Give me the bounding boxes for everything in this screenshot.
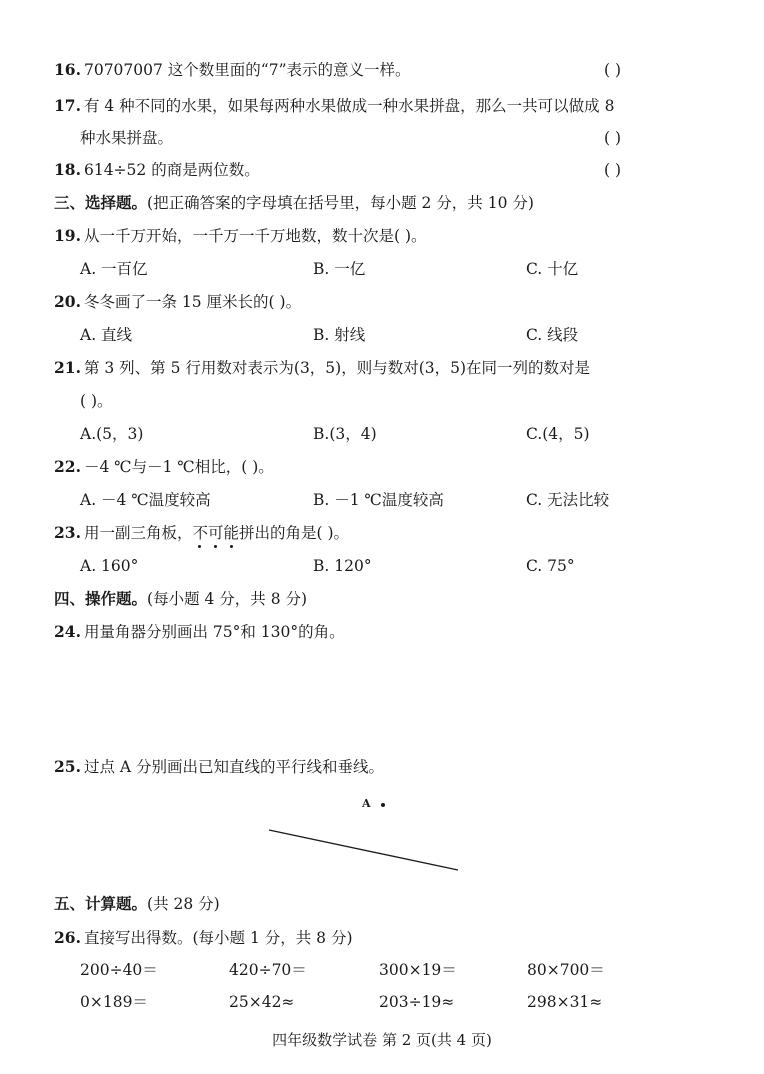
question-number: 26. (54, 928, 81, 947)
option-b[interactable]: B.(3，4) (313, 425, 377, 443)
question-number: 24. (54, 622, 81, 641)
section-note: (把正确答案的字母填在括号里，每小题 2 分，共 10 分) (147, 194, 534, 212)
option-c[interactable]: C. 75° (526, 557, 575, 575)
section-title: 五、计算题。 (54, 894, 148, 913)
given-line[interactable] (269, 830, 458, 870)
calc-item[interactable]: 300×19＝ (379, 961, 457, 979)
section-4-heading (54, 589, 307, 609)
question-text-pre: 用一副三角板， (83, 524, 193, 542)
emphasis-text (192, 523, 239, 543)
page-footer: 四年级数学试卷 第 2 页(共 4 页) (272, 1031, 492, 1049)
option-a[interactable]: A. 直线 (80, 326, 133, 344)
question-number: 16. (54, 60, 81, 79)
question-19 (54, 226, 427, 246)
option-c[interactable]: C. 无法比较 (526, 491, 610, 509)
question-text: 冬冬画了一条 15 厘米长的( )。 (83, 293, 302, 311)
section-title: 四、操作题。 (54, 589, 148, 608)
question-number: 20. (54, 292, 81, 311)
question-number: 18. (54, 160, 81, 179)
question-text-post: 拼出的角是( )。 (239, 524, 350, 542)
point-a-label: A (362, 797, 371, 810)
calc-item[interactable]: 200÷40＝ (80, 961, 158, 979)
section-3-heading (54, 193, 534, 213)
point-a[interactable] (381, 803, 385, 807)
option-a[interactable]: A. －4 ℃温度较高 (80, 491, 211, 509)
option-a[interactable]: A.(5，3) (80, 425, 144, 443)
section-note: (每小题 4 分，共 8 分) (147, 590, 308, 608)
question-21 (54, 358, 590, 378)
option-c[interactable]: C. 十亿 (526, 260, 579, 278)
question-text: 第 3 列、第 5 行用数对表示为(3，5)，则与数对(3，5)在同一列的数对是 (83, 359, 591, 377)
answer-paren[interactable]: ( ) (604, 129, 622, 147)
question-number: 23. (54, 523, 81, 542)
calc-item[interactable]: 298×31≈ (527, 993, 603, 1011)
question-25 (54, 757, 384, 777)
option-c[interactable]: C.(4，5) (526, 425, 590, 443)
option-a[interactable]: A. 一百亿 (80, 260, 148, 278)
answer-paren[interactable]: ( ) (604, 161, 622, 179)
calc-item[interactable]: 420÷70＝ (229, 961, 307, 979)
geometry-figure[interactable] (240, 790, 480, 880)
question-17-line2: 种水果拼盘。 (80, 129, 174, 147)
question-text: 用量角器分别画出 75°和 130°的角。 (83, 623, 345, 641)
question-number: 17. (54, 96, 81, 115)
question-text: 70707007 这个数里面的“7”表示的意义一样。 (83, 61, 411, 79)
question-18 (54, 160, 260, 180)
emphasis-dot (230, 545, 233, 548)
question-20 (54, 292, 301, 312)
calc-item[interactable]: 0×189＝ (80, 993, 148, 1011)
question-22 (54, 457, 274, 477)
emphasis-word: 不可能 (192, 524, 239, 542)
section-5-heading (54, 894, 220, 914)
question-text: 614÷52 的商是两位数。 (83, 161, 260, 179)
question-17 (54, 96, 614, 116)
option-a[interactable]: A. 160° (80, 557, 139, 575)
emphasis-dot (198, 545, 201, 548)
question-number: 19. (54, 226, 81, 245)
question-text: －4 ℃与－1 ℃相比，( )。 (83, 458, 274, 476)
question-number: 22. (54, 457, 81, 476)
question-text: 从一千万开始，一千万一千万地数，数十次是( )。 (83, 227, 427, 245)
calc-item[interactable]: 25×42≈ (229, 993, 295, 1011)
question-26 (54, 928, 353, 948)
option-b[interactable]: B. －1 ℃温度较高 (313, 491, 444, 509)
question-16 (54, 60, 411, 80)
section-title: 三、选择题。 (54, 193, 148, 212)
drawing-area-q24[interactable] (54, 648, 704, 748)
question-text: 直接写出得数。 (83, 929, 193, 947)
answer-paren[interactable]: ( ) (604, 61, 622, 79)
option-b[interactable]: B. 一亿 (313, 260, 366, 278)
option-c[interactable]: C. 线段 (526, 326, 579, 344)
option-b[interactable]: B. 射线 (313, 326, 366, 344)
question-text: 过点 A 分别画出已知直线的平行线和垂线。 (83, 758, 385, 776)
question-24 (54, 622, 345, 642)
calc-item[interactable]: 80×700＝ (527, 961, 605, 979)
question-text: 有 4 种不同的水果，如果每两种水果做成一种水果拼盘，那么一共可以做成 8 (83, 97, 615, 115)
option-b[interactable]: B. 120° (313, 557, 372, 575)
question-23 (54, 523, 349, 543)
section-note: (共 28 分) (147, 895, 220, 913)
calc-item[interactable]: 203÷19≈ (379, 993, 455, 1011)
emphasis-dot (214, 545, 217, 548)
question-number: 25. (54, 757, 81, 776)
question-note: (每小题 1 分，共 8 分) (192, 929, 353, 947)
question-number: 21. (54, 358, 81, 377)
question-21-line2: ( )。 (80, 392, 113, 410)
